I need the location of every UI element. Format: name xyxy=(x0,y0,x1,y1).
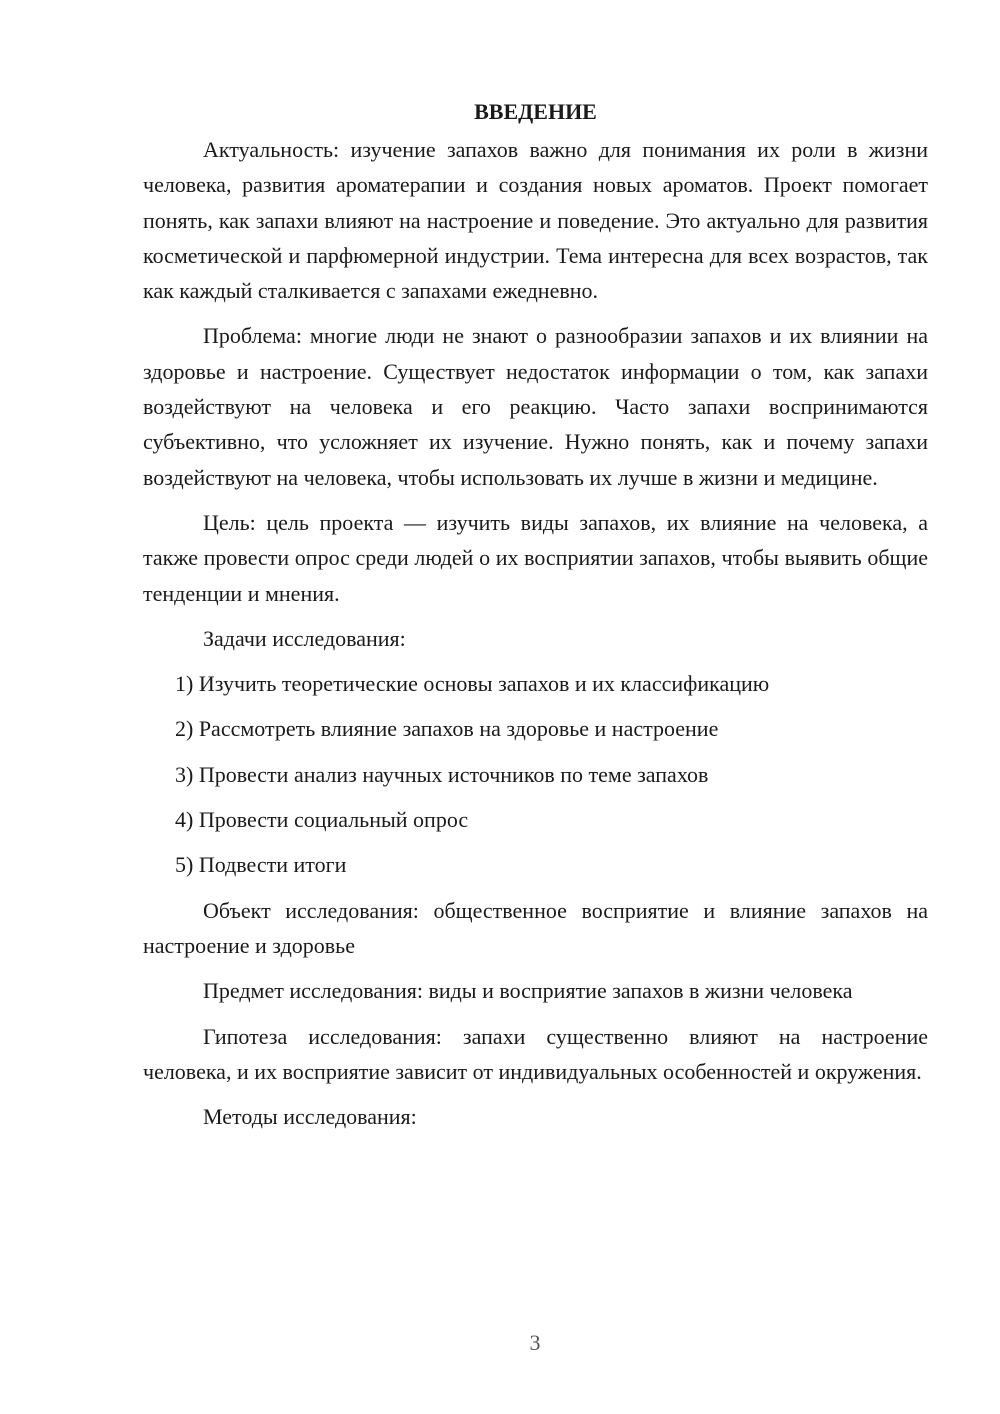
methods-heading: Методы исследования: xyxy=(203,1104,417,1130)
list-item: 5) Подвести итоги xyxy=(175,852,347,878)
tasks-heading: Задачи исследования: xyxy=(203,625,406,651)
list-item: 3) Провести анализ научных источников по теме запахов xyxy=(175,761,709,787)
list-item: 1) Изучить теоретические основы запахов и их классификацию xyxy=(175,671,770,697)
paragraph-goal: Цель: цель проекта — изучить виды запахов, их влияние на человека, а также провести опрос среди людей о их восприятии запахов, чтобы выявить общие тенденции и мнения. xyxy=(143,509,928,606)
paragraph-object: Объект исследования: общественное восприятие и влияние запахов на настроение и здоровье xyxy=(143,897,928,958)
list-item: 4) Провести социальный опрос xyxy=(175,807,469,833)
document-page xyxy=(143,92,928,1144)
tasks-list xyxy=(143,666,928,882)
paragraph-subject: Предмет исследования: виды и восприятие запахов в жизни человека xyxy=(203,978,853,1004)
paragraph-hypothesis: Гипотеза исследования: запахи существенно влияют на настроение человека, и их восприятие зависит от индивидуальных особенностей и окружения. xyxy=(143,1023,928,1084)
list-item: 2) Рассмотреть влияние запахов на здоровье и настроение xyxy=(175,716,719,742)
paragraph-problem: Проблема: многие люди не знают о разнообразии запахов и их влиянии на здоровье и настроение. Существует недостаток информации о том, как запахи воздействуют на человека и его реакцию. Часто запахи воспринимаются субъективно, что усложняет их изучение. Нужно понять, как и почему запахи воздействуют на человека, чтобы использовать их лучше в жизни и медицине. xyxy=(143,323,928,490)
section-title: ВВЕДЕНИЕ xyxy=(474,99,597,124)
page-number: 3 xyxy=(529,1330,541,1355)
paragraph-relevance: Актуальность: изучение запахов важно для понимания их роли в жизни человека, развития ароматерапии и создания новых ароматов. Проект помогает понять, как запахи влияют на настроение и поведение. Это актуально для развития косметической и парфюмерной индустрии. Тема интересна для всех возрастов, так как каждый сталкивается с запахами ежедневно. xyxy=(143,137,928,304)
